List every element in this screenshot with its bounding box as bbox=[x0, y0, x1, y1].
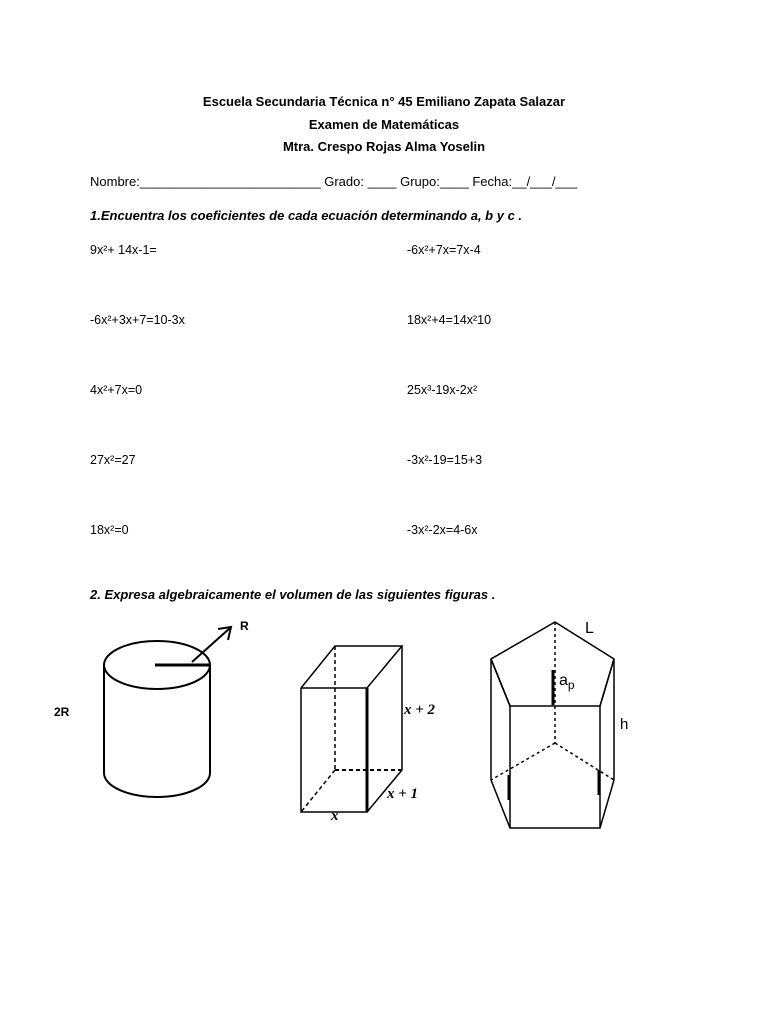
equation-right-4: -3x²-19=15+3 bbox=[407, 453, 483, 467]
exam-title: Examen de Matemáticas bbox=[308, 117, 460, 132]
question-2-prompt: 2. Expresa algebraicamente el volumen de las siguientes figuras . bbox=[90, 587, 496, 602]
cylinder-height-label: 2R bbox=[54, 705, 70, 719]
equation-left-1: 9x²+ 14x-1= bbox=[90, 243, 157, 257]
pentagon-side-label: L bbox=[585, 620, 594, 637]
apothem-subscript: p bbox=[567, 678, 575, 693]
cylinder-radius-label: R bbox=[240, 619, 249, 633]
equation-left-3: 4x²+7x=0 bbox=[90, 383, 143, 397]
equation-left-4: 27x²=27 bbox=[90, 453, 136, 467]
equation-right-5: -3x²-2x=4-6x bbox=[407, 523, 478, 537]
prism-width-label: x bbox=[331, 808, 339, 824]
equation-right-1: -6x²+7x=7x-4 bbox=[407, 243, 481, 257]
pentagon-height-label: h bbox=[620, 716, 629, 733]
question-1-prompt: 1.Encuentra los coeficientes de cada ecuación determinando a, b y c . bbox=[90, 208, 523, 223]
prism-depth-label: x + 1 bbox=[387, 786, 419, 802]
pentagon-hidden-left bbox=[491, 743, 555, 780]
equation-right-2: 18x²+4=14x²10 bbox=[407, 313, 492, 327]
pentagon-outer-right bbox=[600, 659, 614, 706]
school-title: Escuela Secundaria Técnica n° 45 Emiliano Zapata Salazar bbox=[202, 94, 566, 109]
equation-right-3: 25x³-19x-2x² bbox=[407, 383, 478, 397]
student-info-line: Nombre:_________________________ Grado: ____ Grupo:____ Fecha:__/___/___ bbox=[90, 174, 578, 189]
equation-left-5: 18x²=0 bbox=[90, 523, 129, 537]
pentagon-hidden-right bbox=[555, 743, 614, 780]
teacher-name: Mtra. Crespo Rojas Alma Yoselin bbox=[282, 139, 486, 154]
pentagon-back-left-diag bbox=[491, 659, 510, 706]
prism-height-label: x + 2 bbox=[404, 702, 436, 718]
apothem-letter: a bbox=[559, 672, 568, 689]
equation-left-2: -6x²+3x+7=10-3x bbox=[90, 313, 185, 327]
pentagon-apothem-label bbox=[559, 672, 575, 692]
